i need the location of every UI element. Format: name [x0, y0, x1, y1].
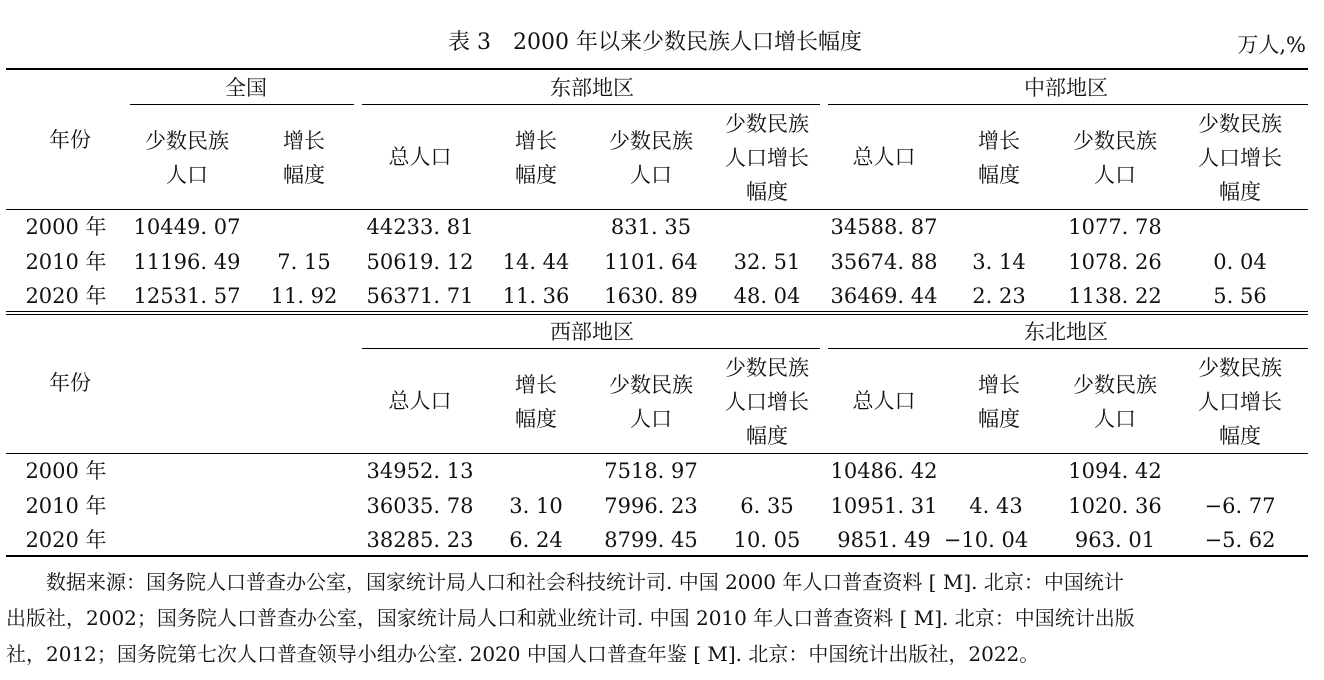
table1-row2-east-total: 56371. 71 [366, 284, 474, 308]
table1-row0-year: 2000 年 [25, 215, 107, 239]
header-central-growth: 增长 幅度 [978, 129, 1020, 187]
region-east: 东部地区 [550, 76, 634, 100]
table1-row2-central-minority: 1138. 22 [1068, 284, 1162, 308]
central-underline [828, 104, 1308, 105]
table1-header-rule [6, 209, 1308, 210]
header-west-growth: 增长 幅度 [515, 373, 557, 431]
table1-row0-east-total: 44233. 81 [366, 215, 474, 239]
header-northeast-minority: 少数民族 人口 [1073, 373, 1157, 431]
table2-row2-west-growth: 6. 24 [509, 528, 563, 552]
table2-row1-west-minority-growth: 6. 35 [740, 494, 794, 518]
table2-bottom-rule [6, 555, 1308, 557]
table1-row1-east-growth: 14. 44 [502, 250, 570, 274]
source-note-line-2: 出版社，2002；国务院人口普查办公室，国家统计局人口和就业统计司. 中国 2010 年人口普查资料 [ M]. 北京：中国统计出版 [6, 606, 1135, 630]
header-northeast-growth: 增长 幅度 [978, 373, 1020, 431]
table1-row2-east-minority-growth: 48. 04 [733, 284, 801, 308]
source-note-line-1: 数据来源：国务院人口普查办公室，国家统计局人口和社会科技统计司. 中国 2000 年人口普查资料 [ M]. 北京：中国统计 [46, 570, 1124, 594]
table2-row1-ne-minority: 1020. 36 [1068, 494, 1162, 518]
table2-row0-west-total: 34952. 13 [366, 459, 474, 483]
header-central-minority-growth: 少数民族 人口增长 幅度 [1198, 112, 1282, 204]
header-national-growth: 增长 幅度 [283, 129, 325, 187]
table2-row0-year: 2000 年 [25, 459, 107, 483]
table1-row0-central-total: 34588. 87 [830, 215, 938, 239]
table1-row2-east-growth: 11. 36 [502, 284, 570, 308]
header-northeast-total: 总人口 [852, 389, 916, 413]
table-title: 表 3 2000 年以来少数民族人口增长幅度 [448, 30, 862, 55]
table1-row1-central-minority: 1078. 26 [1068, 250, 1162, 274]
region-west: 西部地区 [550, 320, 634, 344]
table2-row1-west-growth: 3. 10 [509, 494, 563, 518]
table1-row2-central-total: 36469. 44 [830, 284, 938, 308]
table2-row2-ne-minority-growth: −5. 62 [1204, 528, 1276, 552]
table1-top-rule [6, 68, 1308, 70]
table1-row1-national-minority: 11196. 49 [133, 250, 241, 274]
source-note-line-3: 社，2012；国务院第七次人口普查领导小组办公室. 2020 中国人口普查年鉴 [ M]. 北京：中国统计出版社，2022。 [6, 642, 1040, 666]
table2-row2-year: 2020 年 [25, 528, 107, 552]
header-east-total: 总人口 [388, 145, 452, 169]
region-central: 中部地区 [1024, 76, 1108, 100]
table2-row1-west-minority: 7996. 23 [604, 494, 698, 518]
table2-header-rule [6, 453, 1308, 454]
header-west-minority: 少数民族 人口 [609, 373, 693, 431]
table1-row1-east-minority-growth: 32. 51 [733, 250, 801, 274]
header-year: 年份 [49, 128, 91, 152]
header-west-minority-growth: 少数民族 人口增长 幅度 [725, 356, 809, 448]
table1-row0-national-minority: 10449. 07 [133, 215, 241, 239]
table1-row2-year: 2020 年 [25, 284, 107, 308]
table-divider-lower [6, 314, 1308, 315]
table-divider-upper [6, 311, 1308, 312]
table2-row2-ne-total: 9851. 49 [837, 528, 931, 552]
region-northeast: 东北地区 [1024, 320, 1108, 344]
table2-row0-ne-minority: 1094. 42 [1068, 459, 1162, 483]
table2-row2-west-total: 38285. 23 [366, 528, 474, 552]
table-units: 万人,% [1237, 33, 1306, 57]
table1-row1-central-growth: 3. 14 [972, 250, 1026, 274]
table2-row1-ne-growth: 4. 43 [969, 494, 1023, 518]
table2-row2-ne-growth: −10. 04 [943, 528, 1029, 552]
table2-row1-west-total: 36035. 78 [366, 494, 474, 518]
region-national: 全国 [225, 76, 267, 100]
table2-row1-ne-minority-growth: −6. 77 [1204, 494, 1276, 518]
header-east-minority: 少数民族 人口 [609, 129, 693, 187]
header-east-growth: 增长 幅度 [515, 129, 557, 187]
table2-row1-ne-total: 10951. 31 [830, 494, 938, 518]
table2-row2-west-minority: 8799. 45 [604, 528, 698, 552]
table1-row0-central-minority: 1077. 78 [1068, 215, 1162, 239]
table2-row2-west-minority-growth: 10. 05 [733, 528, 801, 552]
header2-year: 年份 [49, 371, 91, 395]
table1-row1-east-total: 50619. 12 [366, 250, 474, 274]
table1-row1-central-minority-growth: 0. 04 [1213, 250, 1267, 274]
table1-row2-national-growth: 11. 92 [270, 284, 338, 308]
header-west-total: 总人口 [388, 389, 452, 413]
national-underline [130, 104, 354, 105]
table1-row2-central-growth: 2. 23 [972, 284, 1026, 308]
table1-row1-year: 2010 年 [25, 250, 107, 274]
header-east-minority-growth: 少数民族 人口增长 幅度 [725, 112, 809, 204]
header-northeast-minority-growth: 少数民族 人口增长 幅度 [1198, 356, 1282, 448]
table1-row1-east-minority: 1101. 64 [604, 250, 698, 274]
table1-row2-central-minority-growth: 5. 56 [1213, 284, 1267, 308]
header-central-total: 总人口 [852, 145, 916, 169]
header-central-minority: 少数民族 人口 [1073, 129, 1157, 187]
table2-row0-west-minority: 7518. 97 [604, 459, 698, 483]
table1-row0-east-minority: 831. 35 [610, 215, 692, 239]
table1-row2-national-minority: 12531. 57 [133, 284, 241, 308]
northeast-underline [828, 348, 1308, 349]
table2-row2-ne-minority: 963. 01 [1074, 528, 1156, 552]
table2-row0-ne-total: 10486. 42 [830, 459, 938, 483]
table1-row2-east-minority: 1630. 89 [604, 284, 698, 308]
east-underline [362, 104, 820, 105]
table1-row1-national-growth: 7. 15 [277, 250, 331, 274]
header-national-minority: 少数民族 人口 [145, 129, 229, 187]
table1-row1-central-total: 35674. 88 [830, 250, 938, 274]
west-underline [362, 348, 820, 349]
table2-row1-year: 2010 年 [25, 494, 107, 518]
